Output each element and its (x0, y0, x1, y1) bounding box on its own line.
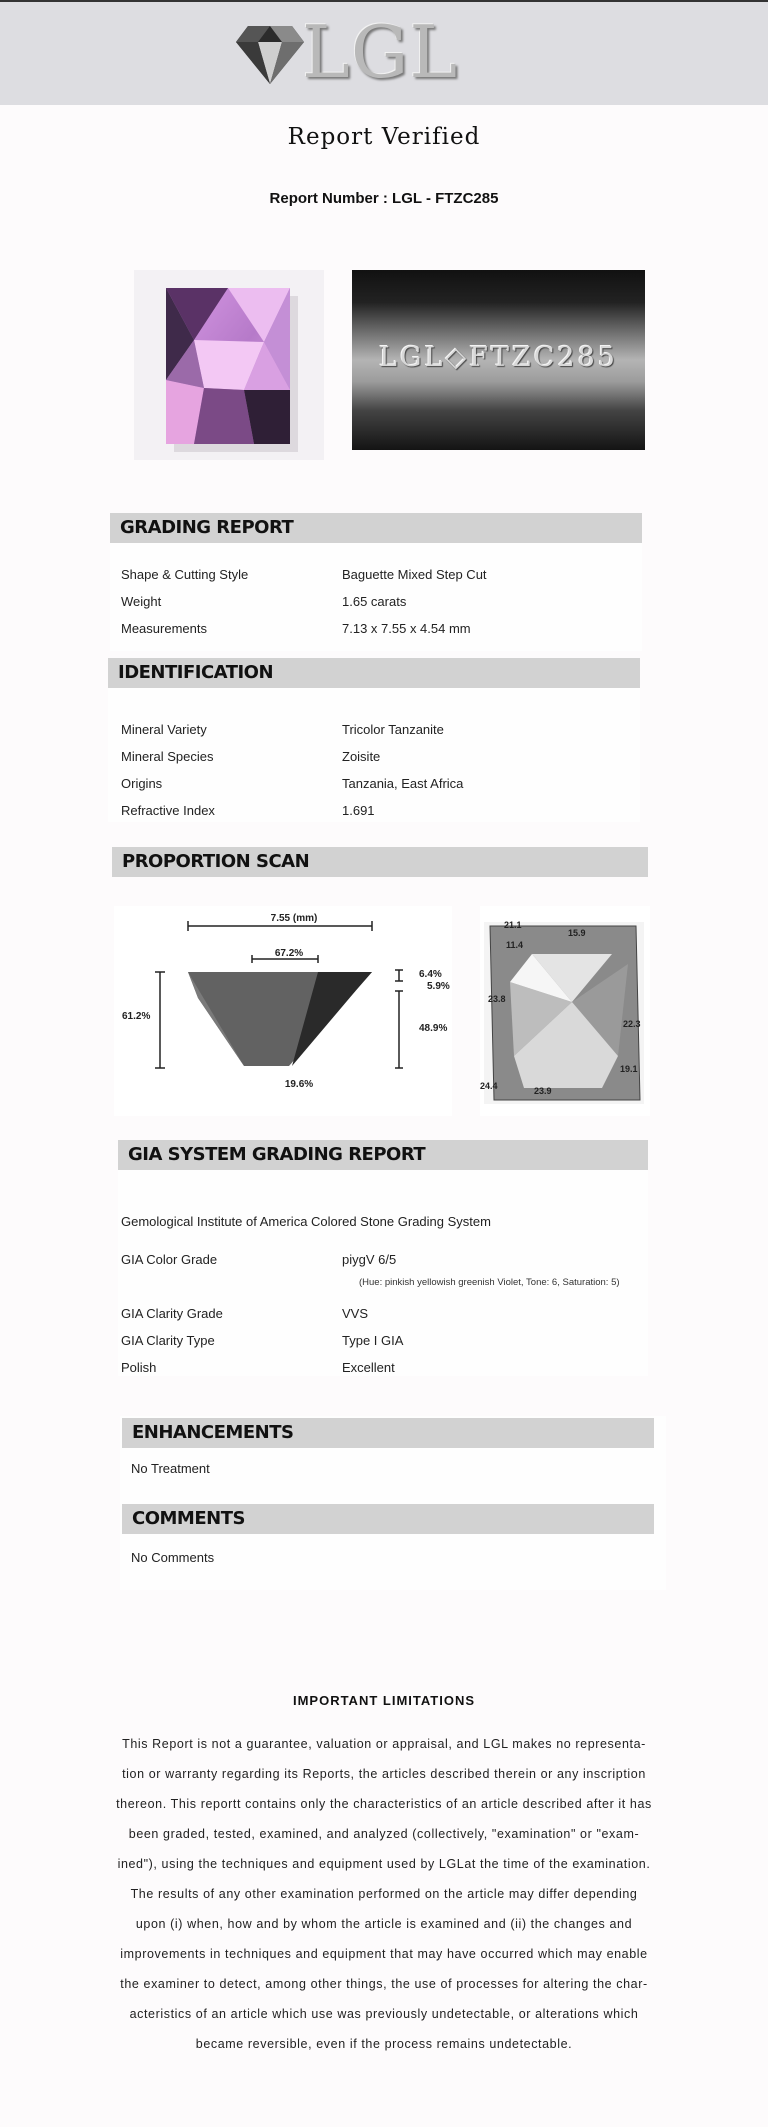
limitations-line: the examiner to detect, among other things, the use of processes for altering the char- (120, 1977, 648, 1991)
culet-label: 19.6% (284, 1079, 314, 1090)
grading-label: Shape & Cutting Style (121, 567, 249, 582)
logo-text: LGL (302, 10, 459, 94)
pavilion-label: 48.9% (419, 1023, 448, 1034)
side-profile-diagram (114, 906, 452, 1116)
identification-label: Origins (121, 776, 163, 791)
comments-text: No Comments (131, 1550, 215, 1565)
top-label: 19.1 (620, 1064, 638, 1074)
crown-label: 6.4% (419, 969, 442, 980)
identification-value: 1.691 (342, 803, 375, 818)
enhancements-heading: ENHANCEMENTS (122, 1418, 654, 1448)
page-title: Report Verified (287, 124, 481, 150)
identification-label: Mineral Variety (121, 722, 207, 737)
diamond-icon (234, 24, 306, 86)
identification-heading: IDENTIFICATION (108, 658, 640, 688)
top-label: 23.8 (488, 994, 506, 1004)
enhancements-text: No Treatment (131, 1461, 210, 1476)
limitations-line: improvements in techniques and equipment that may have occurred which may enable (120, 1947, 648, 1961)
gia-color-label: GIA Color Grade (121, 1252, 218, 1267)
gia-label: GIA Clarity Grade (121, 1306, 223, 1321)
gia-value: VVS (342, 1306, 369, 1321)
table-label: 67.2% (274, 948, 304, 959)
limitations-line: acteristics of an article which use was previously undetectable, or alterations which (129, 2007, 639, 2021)
identification-value: Tricolor Tanzanite (342, 722, 444, 737)
grading-report-heading: GRADING REPORT (110, 513, 642, 543)
top-label: 23.9 (534, 1086, 552, 1096)
limitations-line: became reversible, even if the process remains undetectable. (195, 2037, 573, 2051)
limitations-line: upon (i) when, how and by whom the article is examined and (ii) the changes and (135, 1917, 633, 1931)
grading-label: Measurements (121, 621, 207, 636)
top-label: 24.4 (480, 1081, 498, 1091)
limitations-line: been graded, tested, examined, and analyzed (collectively, "examination" or "exam- (128, 1827, 640, 1841)
gia-value: Type I GIA (342, 1333, 404, 1348)
top-label: 11.4 (506, 940, 524, 950)
laser-inscription-photo (352, 270, 645, 450)
report-number: Report Number : LGL - FTZC285 (269, 190, 499, 207)
identification-value: Zoisite (342, 749, 381, 764)
gia-label: GIA Clarity Type (121, 1333, 215, 1348)
gia-heading: GIA SYSTEM GRADING REPORT (118, 1140, 648, 1170)
depth-label: 61.2% (122, 1011, 151, 1022)
inscription-text: LGL◇FTZC285 (379, 342, 618, 373)
gia-value: Excellent (342, 1360, 395, 1375)
top-view-diagram (480, 906, 650, 1116)
grading-value: 7.13 x 7.55 x 4.54 mm (342, 621, 471, 636)
gia-color-note: (Hue: pinkish yellowish greenish Violet, Tone: 6, Saturation: 5) (359, 1277, 620, 1288)
identification-label: Mineral Species (121, 749, 214, 764)
gia-intro: Gemological Institute of America Colored Stone Grading System (121, 1214, 491, 1229)
comments-heading: COMMENTS (122, 1504, 654, 1534)
identification-label: Refractive Index (121, 803, 215, 818)
header (0, 0, 768, 105)
limitations-line: ined"), using the techniques and equipment used by LGLat the time of the examination. (117, 1857, 651, 1871)
top-label: 21.1 (504, 920, 522, 930)
top-label: 22.3 (623, 1019, 641, 1029)
width-label: 7.55 (mm) (270, 913, 318, 924)
gia-color-value: piygV 6/5 (342, 1252, 397, 1267)
grading-value: 1.65 carats (342, 594, 407, 609)
grading-label: Weight (121, 594, 162, 609)
limitations-line: thereon. This reportt contains only the characteristics of an article described after it has (116, 1797, 652, 1811)
girdle-label: 5.9% (427, 981, 450, 992)
limitations-heading: IMPORTANT LIMITATIONS (292, 1693, 476, 1708)
limitations-line: This Report is not a guarantee, valuation or appraisal, and LGL makes no representa- (122, 1737, 646, 1751)
top-label: 15.9 (568, 928, 586, 938)
gemstone-photo (134, 270, 324, 460)
lgl-logo (232, 10, 492, 94)
limitations-line: tion or warranty regarding its Reports, the articles described therein or any inscription (122, 1767, 646, 1781)
gia-label: Polish (121, 1360, 157, 1375)
grading-value: Baguette Mixed Step Cut (342, 567, 487, 582)
limitations-line: The results of any other examination performed on the article may differ depending (130, 1887, 638, 1901)
proportion-scan-heading: PROPORTION SCAN (112, 847, 648, 877)
identification-value: Tanzania, East Africa (342, 776, 464, 791)
